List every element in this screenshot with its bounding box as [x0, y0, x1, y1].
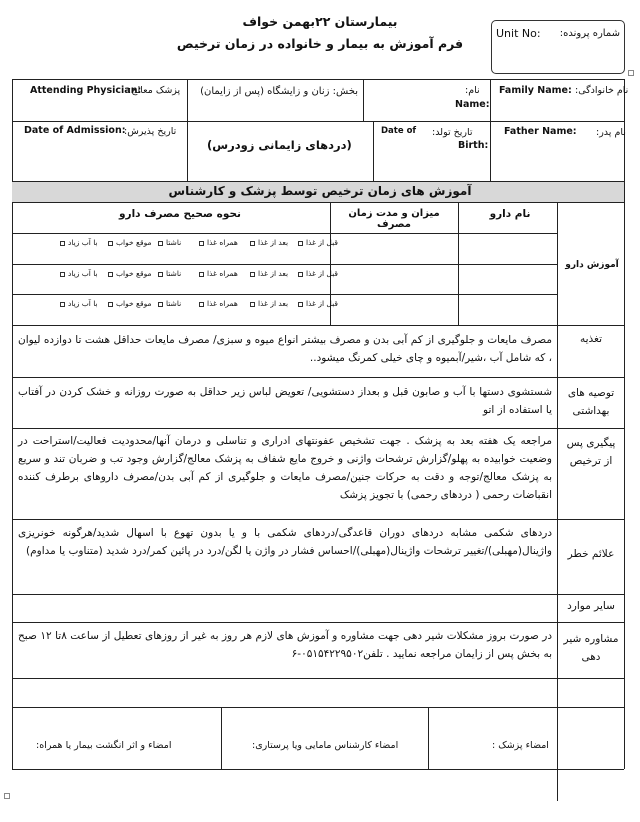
opt-with-food[interactable]: همراه غذا: [199, 299, 238, 308]
physician-signature[interactable]: امضاء پزشک :: [492, 740, 549, 751]
family-name-en: Family Name:: [499, 85, 572, 96]
nutrition-text: مصرف مایعات و جلوگیری از کم آبی بدن و مصرف بیشتر انواع میوه و سبزی/ مصرف مایعات حداقل هشت تا دوازده لیوان ، که شامل آب ،شیر/آبمیوه و چای خیلی کمرنگ میشود..: [18, 334, 552, 364]
opt-before-food[interactable]: قبل از غذا: [298, 269, 338, 278]
option-checkbox[interactable]: [250, 272, 255, 277]
option-checkbox[interactable]: [199, 241, 204, 246]
option-checkbox[interactable]: [298, 272, 303, 277]
drug-section-label: آموزش دارو: [565, 260, 619, 270]
opt-bedtime[interactable]: موقع خواب: [108, 299, 152, 308]
option-checkbox[interactable]: [250, 302, 255, 307]
file-no-label: شماره پرونده:: [559, 28, 620, 39]
father-name-fa: نام پدر:: [596, 127, 626, 138]
section-title: آموزش های زمان ترخیص توسط پزشک و کارشناس: [168, 184, 472, 198]
col-usage: نحوه صحیح مصرف دارو: [119, 208, 241, 220]
opt-bedtime[interactable]: موقع خواب: [108, 238, 152, 247]
patient-signature[interactable]: امضاء و اثر انگشت بیمار یا همراه:: [36, 740, 172, 751]
name-en: Name:: [455, 99, 490, 110]
opt-with-food[interactable]: همراه غذا: [199, 269, 238, 278]
page-marker: [4, 793, 10, 799]
admission-fa: تاریخ پذیرش:: [124, 126, 177, 137]
counsel-label: مشاوره شیر دهی: [563, 633, 619, 663]
family-name-fa: نام خانوادگی:: [575, 85, 629, 96]
followup-label: پیگیری پس از ترخیص: [566, 437, 616, 467]
name-fa: نام:: [465, 85, 480, 96]
unit-number-box: [491, 20, 625, 74]
ward-label: بخش: زنان و زایشگاه (پس از زایمان): [200, 86, 358, 97]
hygiene-label: توصیه های بهداشتی: [567, 387, 615, 417]
option-checkbox[interactable]: [298, 241, 303, 246]
physician-en: Attending Physician:: [30, 85, 142, 96]
father-name-en: Father Name:: [504, 126, 577, 137]
opt-fasting[interactable]: ناشتا: [158, 299, 181, 308]
opt-before-food[interactable]: قبل از غذا: [298, 299, 338, 308]
opt-fasting[interactable]: ناشتا: [158, 238, 181, 247]
option-checkbox[interactable]: [108, 302, 113, 307]
other-label: سایر موارد: [567, 600, 615, 612]
opt-much-water[interactable]: با آب زیاد: [60, 238, 98, 247]
unit-no-label: Unit No:: [496, 27, 541, 40]
opt-after-food[interactable]: بعد از غذا: [250, 299, 288, 308]
opt-much-water[interactable]: با آب زیاد: [60, 269, 98, 278]
option-checkbox[interactable]: [60, 241, 65, 246]
hospital-name: بیمارستان ۲۲بهمن خواف: [242, 14, 398, 29]
dob-en-1: Date of: [381, 126, 417, 136]
opt-after-food[interactable]: بعد از غذا: [250, 238, 288, 247]
option-checkbox[interactable]: [158, 272, 163, 277]
hygiene-text: شستشوی دستها با آب و صابون قبل و بعداز دستشویی/ تعویض لباس زیر حداقل به صورت روزانه و خشک کردن در آفتاب یا استفاده از اتو: [18, 386, 552, 416]
option-checkbox[interactable]: [108, 241, 113, 246]
col-dose: میزان و مدت زمان مصرف: [348, 208, 440, 230]
opt-with-food[interactable]: همراه غذا: [199, 238, 238, 247]
warning-label: علائم خطر: [567, 548, 615, 560]
midwife-signature[interactable]: امضاء کارشناس مامایی ویا پرستاری:: [252, 740, 399, 751]
opt-much-water[interactable]: با آب زیاد: [60, 299, 98, 308]
option-checkbox[interactable]: [158, 302, 163, 307]
admission-en: Date of Admission:: [24, 125, 126, 136]
option-checkbox[interactable]: [60, 272, 65, 277]
dob-fa: تاریخ تولد:: [432, 127, 473, 138]
opt-after-food[interactable]: بعد از غذا: [250, 269, 288, 278]
form-title: فرم آموزش به بیمار و خانواده در زمان ترخیص: [176, 36, 464, 51]
dob-en-2: Birth:: [458, 140, 489, 151]
resize-marker: [628, 70, 634, 76]
warning-text: دردهای شکمی مشابه دردهای دوران قاعدگی/دردهای شکمی با و یا بدون تهوع با اسهال شدید/هرگونه خونریزی واژینال(مهبلی)/تغییر ترشحات واژینال(مهبلی)/احساس فشار در واژن یا لگن/درد در پائین کمر/درد شدید (متناوب یا مداوم): [18, 527, 552, 557]
opt-bedtime[interactable]: موقع خواب: [108, 269, 152, 278]
option-checkbox[interactable]: [298, 302, 303, 307]
followup-text: مراجعه یک هفته بعد به پزشک . جهت تشخیص عفونتهای ادراری و تناسلی و درمان آنها/محدودیت فعالیت/استراحت در وضعیت خوابیده به پهلو/گزارش ترشحات واژنی و خروج مایع شفاف به پزشک معالج/گزارش وجود تب و ضربان تند و سریع به پزشک معالج/توجه و دقت به حرکات جنین/مصرف مایعات و جلوگیری از کم آبی بدن/مصرف داروهای برطرف کننده انقباضات رحمی ( دردهای رحمی) با تجویز پزشک: [18, 435, 552, 501]
option-checkbox[interactable]: [60, 302, 65, 307]
counsel-text: در صورت بروز مشکلات شیر دهی جهت مشاوره و آموزش های لازم هر روز به غیر از روزهای تعطیل از ساعت ۸تا ۱۲ صبح به بخش پس از زایمان مراجعه نمایید . تلفن۰۵۱۵۴۲۲۹۵۰۲-۶: [18, 630, 552, 660]
opt-fasting[interactable]: ناشتا: [158, 269, 181, 278]
option-checkbox[interactable]: [108, 272, 113, 277]
opt-before-food[interactable]: قبل از غذا: [298, 238, 338, 247]
option-checkbox[interactable]: [158, 241, 163, 246]
physician-fa: پزشک معالج:: [128, 85, 181, 96]
nutrition-label: تغذیه: [579, 333, 603, 345]
option-checkbox[interactable]: [199, 302, 204, 307]
col-drug-name: نام دارو: [489, 208, 531, 220]
option-checkbox[interactable]: [250, 241, 255, 246]
option-checkbox[interactable]: [199, 272, 204, 277]
topic-title: (دردهای زایمانی زودرس): [207, 138, 352, 152]
